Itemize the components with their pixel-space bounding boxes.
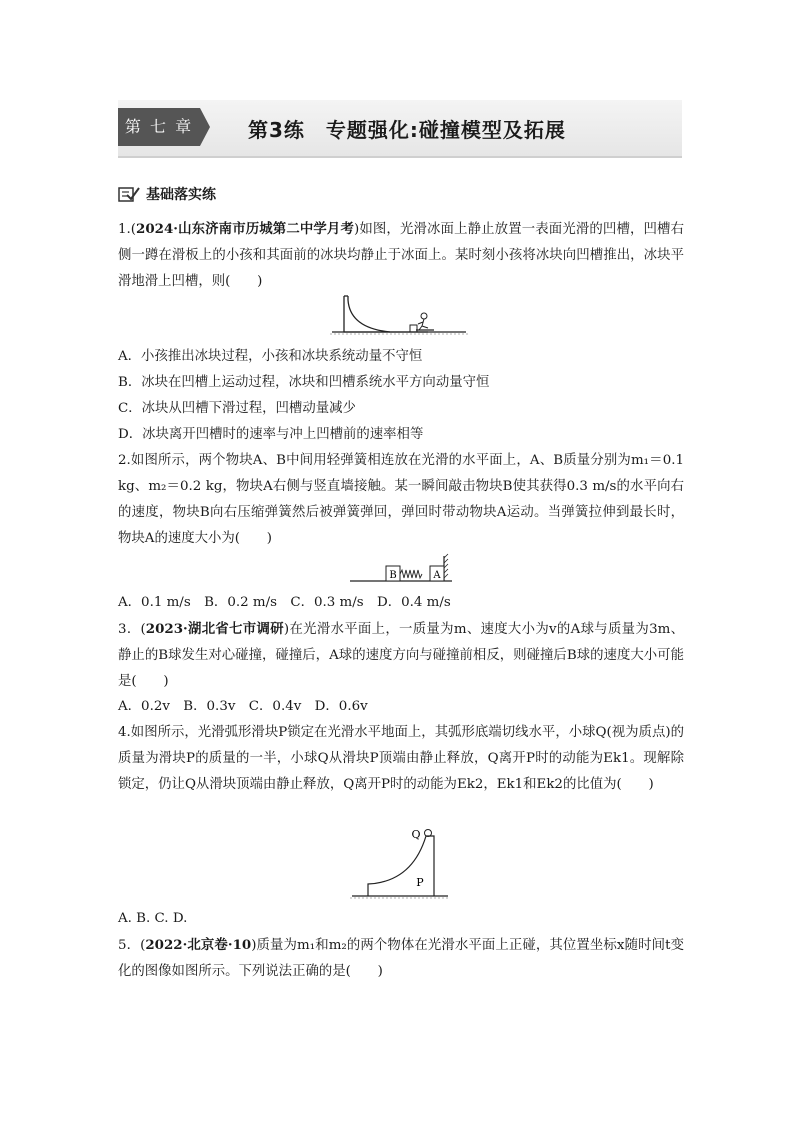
checklist-icon bbox=[118, 186, 140, 202]
question-1-source: 2024·山东济南市历城第二中学月考 bbox=[136, 221, 354, 237]
question-3-stem bbox=[118, 616, 684, 695]
chapter-label: 第 七 章 bbox=[118, 108, 200, 146]
question-1-prefix: 1.( bbox=[118, 222, 137, 237]
figure-block-a-label: A bbox=[433, 570, 441, 581]
question-1-option-a: A．小孩推出冰块过程，小孩和冰块系统动量不守恒 bbox=[118, 349, 423, 364]
question-1-option-d: D．冰块离开凹槽时的速率与冲上凹槽前的速率相等 bbox=[118, 427, 424, 442]
question-4-stem: 4.如图所示，光滑弧形滑块P锁定在光滑水平地面上，其弧形底端切线水平，小球Q(视为质点)的质量为滑块P的质量的一半，小球Q从滑块P顶端由静止释放，Q离开P时的动能为Ek1。现解除锁定，仍让Q从滑块顶端由静止释放，Q离开P时的动能为Ek2，Ek1和Ek2的比值为( ) bbox=[118, 725, 684, 792]
question-4-options bbox=[118, 906, 684, 932]
question-3 bbox=[118, 616, 684, 695]
question-5-prefix: 5．( bbox=[118, 938, 146, 953]
question-5 bbox=[118, 932, 684, 985]
figure-ball-q-label: Q bbox=[411, 828, 421, 841]
figure-arc-slider bbox=[350, 826, 450, 902]
question-1-option-b: B．冰块在凹槽上运动过程，冰块和凹槽系统水平方向动量守恒 bbox=[118, 375, 490, 390]
question-1 bbox=[118, 216, 684, 295]
question-2-stem: 2.如图所示，两个物块A、B中间用轻弹簧相连放在光滑的水平面上，A、B质量分别为m₁＝0.1 kg、m₂＝0.2 kg，物块A右侧与竖直墙接触。某一瞬间敲击物块B使其获得0.3 m/s的水平向右的速度，物块B向右压缩弹簧然后被弹簧弹回，弹回时带动物块A运动。当弹簧拉伸到最长时，物块A的速度大小为( ) bbox=[118, 453, 684, 546]
question-2-options bbox=[118, 590, 684, 616]
question-1-text: )如图，光滑冰面上静止放置一表面光滑的凹槽，凹槽右侧一蹲在滑板上的小孩和其面前的冰块均静止于冰面上。某时刻小孩将冰块向凹槽推出，冰块平滑地滑上凹槽，则( ) bbox=[118, 222, 684, 289]
question-5-stem bbox=[118, 932, 684, 985]
section-label: 基础落实练 bbox=[146, 187, 216, 203]
question-3-prefix: 3．( bbox=[118, 622, 146, 637]
question-3-options-line: A．0.2v B．0.3v C．0.4v D．0.6v bbox=[118, 699, 368, 714]
question-4 bbox=[118, 720, 684, 798]
figure-spring-blocks bbox=[348, 552, 458, 584]
figure-slider-p-label: P bbox=[416, 876, 424, 889]
question-5-source: 2022·北京卷·10 bbox=[145, 937, 252, 953]
question-1-stem bbox=[118, 216, 684, 295]
question-1-options bbox=[118, 344, 684, 448]
question-3-options bbox=[118, 694, 684, 720]
chapter-banner bbox=[118, 100, 682, 158]
question-2-options-line: A．0.1 m/s B．0.2 m/s C．0.3 m/s D．0.4 m/s bbox=[118, 595, 451, 610]
question-3-source: 2023·湖北省七市调研 bbox=[145, 621, 284, 637]
figure-block-b-label: B bbox=[389, 570, 397, 581]
chapter-label-arrow bbox=[200, 108, 210, 146]
question-2 bbox=[118, 448, 684, 552]
question-5-text: )质量为m₁和m₂的两个物体在光滑水平面上正碰，其位置坐标x随时间t变化的图像如图所示。下列说法正确的是( ) bbox=[118, 938, 684, 979]
question-3-text: )在光滑水平面上，一质量为m、速度大小为v的A球与质量为3m、静止的B球发生对心碰撞，碰撞后，A球的速度方向与碰撞前相反，则碰撞后B球的速度大小可能是( ) bbox=[118, 622, 685, 689]
page-title: 第3练 专题强化:碰撞模型及拓展 bbox=[248, 118, 566, 142]
section-heading bbox=[118, 184, 216, 204]
question-4-options-line: A. B. C. D. bbox=[118, 911, 188, 926]
question-1-option-c: C．冰块从凹槽下滑过程，凹槽动量减少 bbox=[118, 401, 356, 416]
figure-ice-groove bbox=[330, 292, 470, 338]
